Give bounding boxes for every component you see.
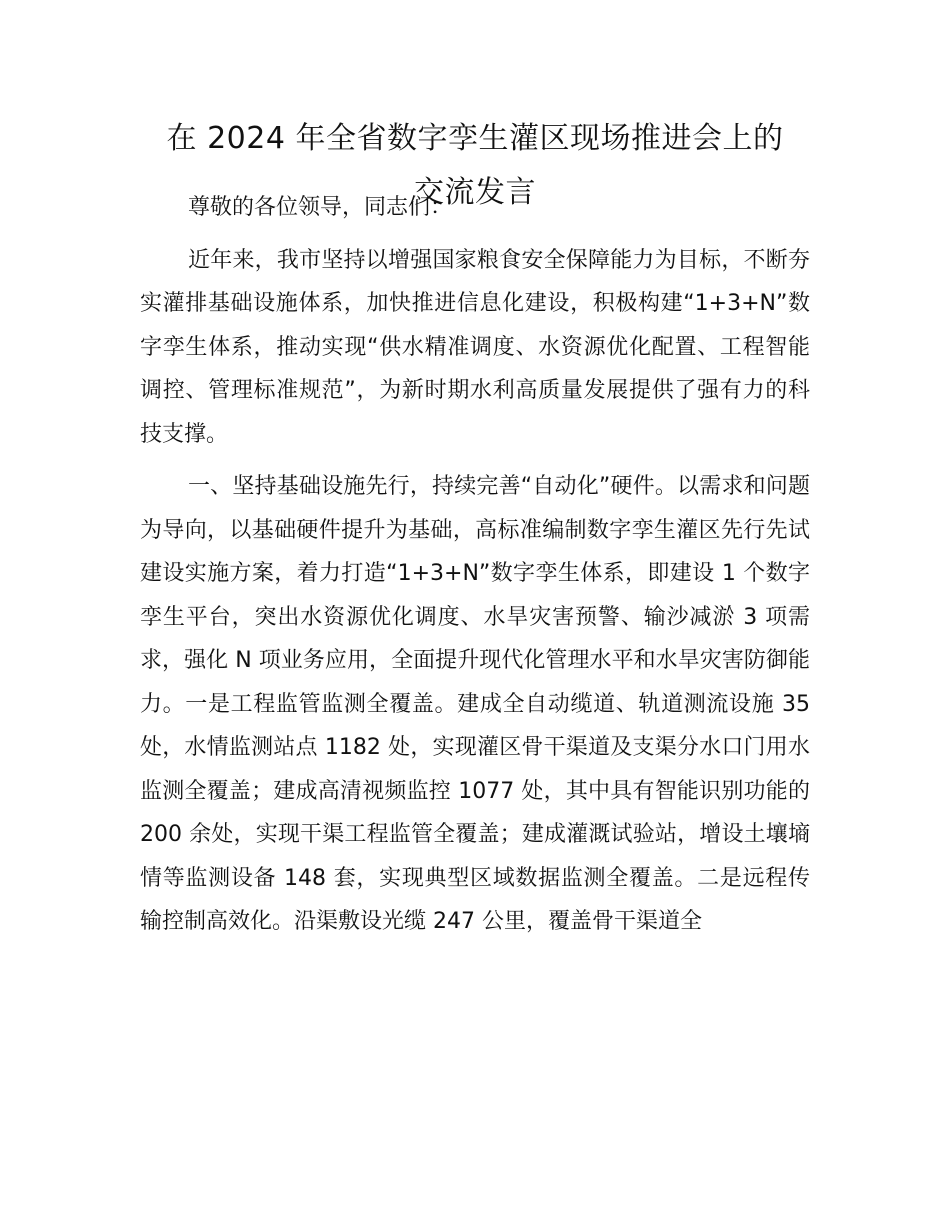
salutation: 尊敬的各位领导，同志们： xyxy=(188,195,453,220)
paragraph-intro: 近年来，我市坚持以增强国家粮食安全保障能力为目标，不断夯实灌排基础设施体系，加快推进信息化建设，积极构建“1+3+N”数字孪生体系，推动实现“供水精准调度、水资源优化配置、工程智能调控、管理标准规范”，为新时期水利高质量发展提供了强有力的科技支撑。 xyxy=(140,247,810,447)
title-line-2: 交流发言 xyxy=(414,175,536,210)
paragraph-section-1: 一、坚持基础设施先行，持续完善“自动化”硬件。以需求和问题为导向，以基础硬件提升为基础，高标准编制数字孪生灌区先行先试建设实施方案，着力打造“1+3+N”数字孪生体系，即建设 1 个数字孪生平台，突出水资源优化调度、水旱灾害预警、输沙减淤 3 项需求，强化 N 项业务应用，全面提升现代化管理水平和水旱灾害防御能力。一是工程监管监测全覆盖。建成全自动缆道、轨道测流设施 35 处，水情监测站点 1182 处，实现灌区骨干渠道及支渠分水口门用水监测全覆盖；建成高清视频监控 1077 处，其中具有智能识别功能的 200 余处，实现干渠工程监管全覆盖；建成灌溉试验站，增设土壤墒情等监测设备 148 套，实现典型区域数据监测全覆盖。二是远程传输控制高效化。沿渠敷设光缆 247 公里，覆盖骨干渠道全 xyxy=(140,474,810,934)
title-line-1: 在 2024 年全省数字孪生灌区现场推进会上的 xyxy=(166,121,784,156)
document-body xyxy=(140,186,810,953)
